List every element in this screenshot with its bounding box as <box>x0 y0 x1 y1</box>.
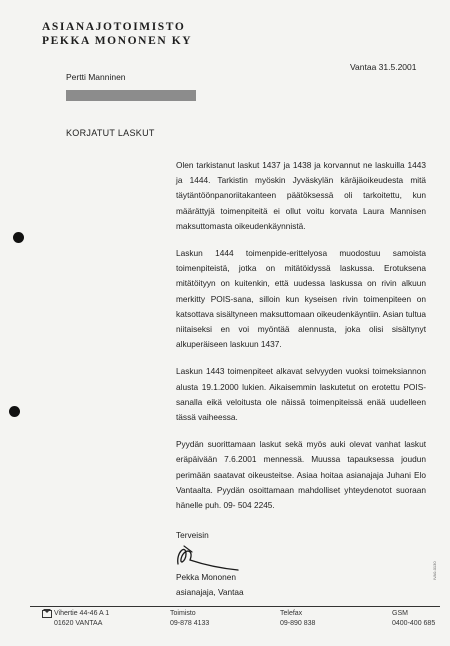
closing-greeting: Terveisin <box>176 530 209 540</box>
letter-date: Vantaa 31.5.2001 <box>350 62 417 72</box>
footer-fax-label: Telefax <box>280 610 303 617</box>
letter-subject: KORJATUT LASKUT <box>66 128 155 138</box>
footer-divider <box>30 606 440 607</box>
signer-name: Pekka Mononen <box>176 572 236 582</box>
footer-office-label: Toimisto <box>170 610 196 617</box>
body-paragraph-3: Laskun 1443 toimenpiteet alkavat selvyyden vuoksi toimeksiannon alusta 19.1.2000 lukien. Aikaisemmin laskutetut on erotettu POIS-sanalla eikä veloitusta ole näissä toimenpiteissä enää uudelleen tässä vaiheessa. <box>176 366 426 423</box>
footer-gsm <box>392 609 435 629</box>
letterhead-line-2: PEKKA MONONEN KY <box>42 35 193 47</box>
footer-address <box>54 609 109 629</box>
letterhead <box>42 20 192 48</box>
punch-hole-upper <box>13 232 24 243</box>
body-paragraph-2: Laskun 1444 toimenpide-erittelyosa muodostuu samoista toimenpiteistä, jotka on mitätöidyssä laskussa. Erotuksena mitätöityyn on kuitenkin, että uudessa laskussa on rivin alkuun merkitty POIS-sana, silloin kun kyseisen rivin toimenpiteen on katsottava sisältyneen maksuttomaan oikeudenkäyntiin. Asian tultua niitaiseksi en voi myöntää alennusta, joka olisi sisältynyt alkuperäiseen laskuun 1437. <box>176 248 426 350</box>
footer-address-line-2: 01620 VANTAA <box>54 620 103 627</box>
footer-fax-number: 09-890 838 <box>280 620 316 627</box>
redacted-address-bar <box>66 90 196 101</box>
footer-office-phone: 09-878 4133 <box>170 620 210 627</box>
footer-office <box>170 609 209 629</box>
punch-hole-lower <box>9 406 20 417</box>
recipient-name: Pertti Manninen <box>66 72 126 82</box>
letterhead-line-1: ASIANAJOTOIMISTO <box>42 21 186 33</box>
footer-fax <box>280 609 315 629</box>
footer-gsm-label: GSM <box>392 610 408 617</box>
letter-body <box>176 158 426 525</box>
handwritten-signature <box>172 538 242 574</box>
mail-icon <box>42 610 52 618</box>
signer-title: asianajaja, Vantaa <box>176 587 244 597</box>
body-paragraph-4: Pyydän suorittamaan laskut sekä myös auki olevat vanhat laskut eräpäivään 7.6.2001 mennessä. Muussa tapauksessa joudun perimään saatavat oikeusteitse. Asiaa hoitaa asianajaja Juhani Elo Vantaalta. Pyydän osoittamaan mahdolliset yhteydenotot suoraan hänelle puh. 09- 504 2245. <box>176 439 426 511</box>
footer-gsm-number: 0400-400 685 <box>392 620 436 627</box>
edge-document-code: IVA0-0130 <box>432 561 437 580</box>
footer-address-line-1: Vihertie 44-46 A 1 <box>54 610 110 617</box>
signer-block <box>176 570 244 600</box>
body-paragraph-1: Olen tarkistanut laskut 1437 ja 1438 ja korvannut ne laskuilla 1443 ja 1444. Tarkistin myöskin Jyväskylän käräjäoikeudesta mitä täytäntöönpanoriitakanteen päätöksessä oli tarkoitettu, kun määrättyjä toimenpiteitä ei ollut voitu korvata Laura Mannisen maksuttomasta oikeudenkäynnistä. <box>176 160 426 231</box>
